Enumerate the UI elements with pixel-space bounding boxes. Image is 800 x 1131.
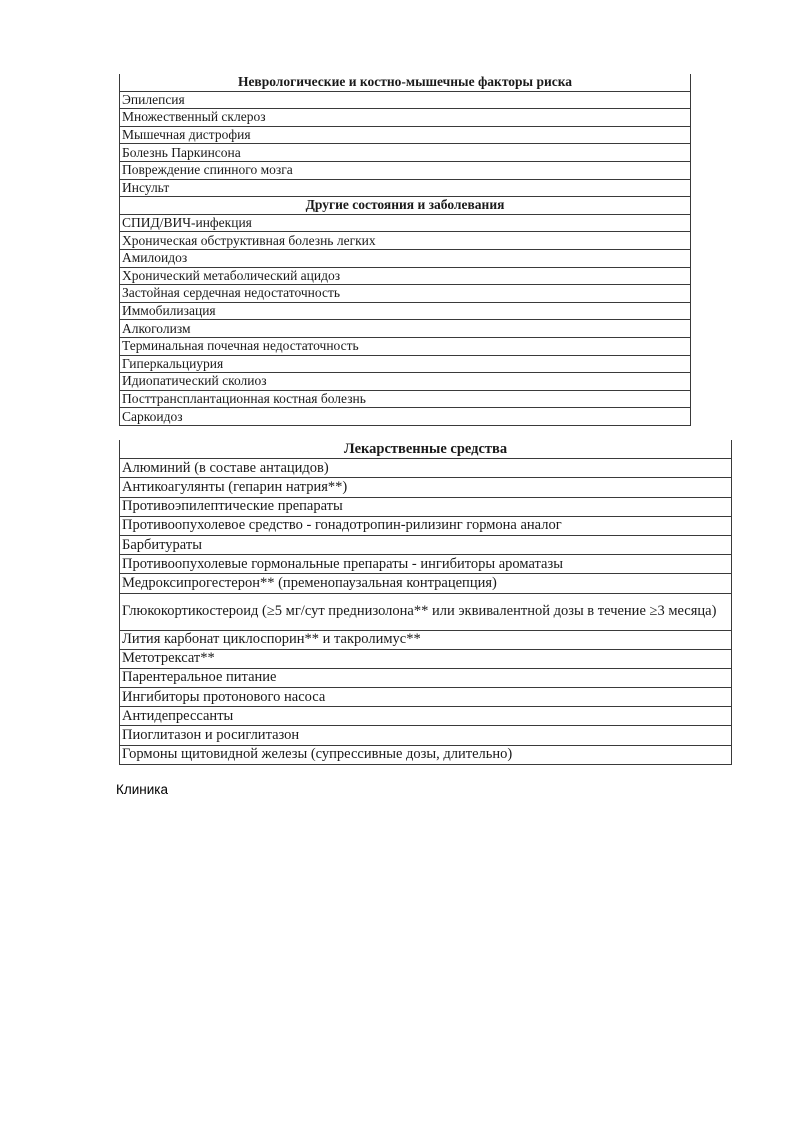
section-heading: Лекарственные средства [120,440,732,459]
table-row [120,144,691,162]
risk-factors-table [119,74,691,426]
section-heading: Неврологические и костно-мышечные факторы риска [120,74,691,91]
table-cell: Противоопухолевые гормональные препараты - ингибиторы ароматазы [120,555,732,574]
table-cell: Алюминий (в составе антацидов) [120,459,732,478]
table-cell: Иммобилизация [120,302,691,320]
table-row [120,745,732,764]
table-row [120,630,732,649]
table-row [120,337,691,355]
table-row [120,726,732,745]
table-row [120,390,691,408]
table-row [120,373,691,391]
table-row [120,302,691,320]
table-cell: Антидепрессанты [120,707,732,726]
table-cell: Медроксипрогестерон** (пременопаузальная контрацепция) [120,574,732,593]
table-cell: Глюкокортикостероид (≥5 мг/сут преднизолона** или эквивалентной дозы в течение ≥3 месяца) [120,593,732,630]
table-cell: Ингибиторы протонового насоса [120,688,732,707]
table-row [120,267,691,285]
table-cell: СПИД/ВИЧ-инфекция [120,214,691,232]
table-row [120,497,732,516]
table-row [120,574,732,593]
table-cell: Противоопухолевое средство - гонадотропин-рилизинг гормона аналог [120,516,732,535]
table-cell: Хроническая обструктивная болезнь легких [120,232,691,250]
table-row [120,355,691,373]
table-row [120,214,691,232]
table-cell: Множественный склероз [120,109,691,127]
table-row [120,232,691,250]
table-cell: Амилоидоз [120,249,691,267]
table-cell: Парентеральное питание [120,668,732,687]
drugs-table [119,440,732,765]
table-row [120,555,732,574]
table-cell: Инсульт [120,179,691,197]
table-row [120,179,691,197]
table-cell: Мышечная дистрофия [120,126,691,144]
table-row [120,535,732,554]
table-cell: Противоэпилептические препараты [120,497,732,516]
table-cell: Эпилепсия [120,91,691,109]
table-row [120,126,691,144]
table-cell: Барбитураты [120,535,732,554]
table-cell: Хронический метаболический ацидоз [120,267,691,285]
table-cell: Терминальная почечная недостаточность [120,337,691,355]
table-cell: Антикоагулянты (гепарин натрия**) [120,478,732,497]
table-row [120,707,732,726]
table-cell: Метотрексат** [120,649,732,668]
table-cell: Лития карбонат циклоспорин** и такролимус** [120,630,732,649]
table-cell: Посттрансплантационная костная болезнь [120,390,691,408]
table-row [120,109,691,127]
section-heading: Другие состояния и заболевания [120,197,691,215]
table-row [120,459,732,478]
table-heading-row [120,440,732,459]
table-row [120,161,691,179]
table-cell: Болезнь Паркинсона [120,144,691,162]
table-cell: Гиперкальциурия [120,355,691,373]
table-row [120,285,691,303]
table-row [120,668,732,687]
table-cell: Пиоглитазон и росиглитазон [120,726,732,745]
table-heading-row [120,74,691,91]
table-cell: Идиопатический сколиоз [120,373,691,391]
table-cell: Гормоны щитовидной железы (супрессивные дозы, длительно) [120,745,732,764]
table-row [120,249,691,267]
table-row [120,688,732,707]
table-row [120,478,732,497]
table-cell: Повреждение спинного мозга [120,161,691,179]
table-cell: Застойная сердечная недостаточность [120,285,691,303]
table-row [120,593,732,630]
table-row [120,91,691,109]
table-heading-row [120,197,691,215]
table-cell: Алкоголизм [120,320,691,338]
table-row [120,649,732,668]
table-row [120,516,732,535]
table-row [120,408,691,426]
table-row [120,320,691,338]
table-cell: Саркоидоз [120,408,691,426]
section-label: Клиника [116,782,168,797]
